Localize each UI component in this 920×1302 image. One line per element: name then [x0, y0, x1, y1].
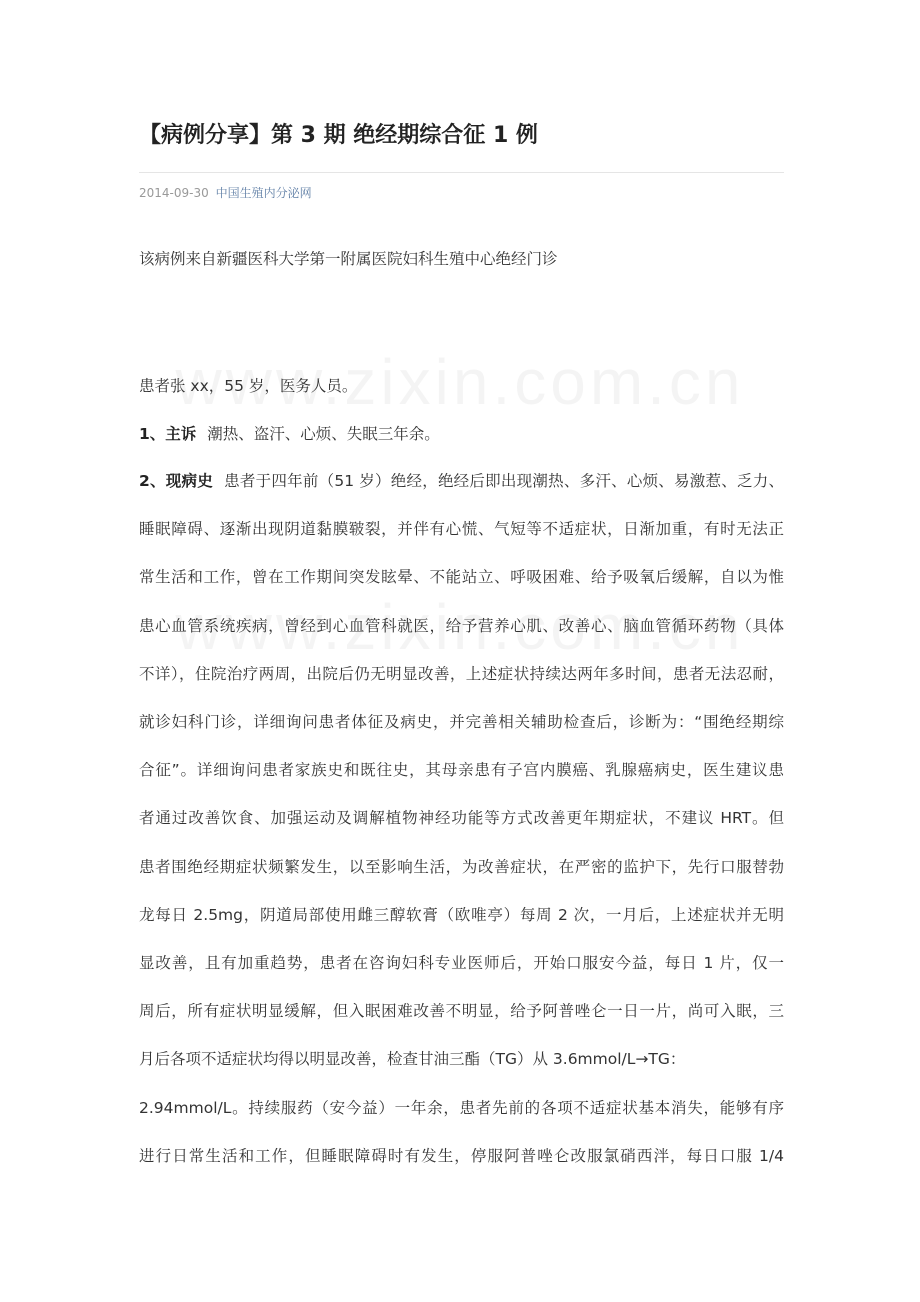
history-line: 进行日常生活和工作，但睡眠障碍时有发生，停服阿普唑仑改服氯硝西泮，每日口服 1/4 [139, 1146, 784, 1165]
history-line: 2.94mmol/L。持续服药（安今益）一年余，患者先前的各项不适症状基本消失，能够有序 [139, 1098, 784, 1117]
history-line: 就诊妇科门诊，详细询问患者体征及病史，并完善相关辅助检查后，诊断为：“围绝经期综 [139, 713, 784, 732]
history-line: 患心血管系统疾病，曾经到心血管科就医，给予营养心肌、改善心、脑血管循环药物（具体 [139, 616, 784, 635]
intro-paragraph: 该病例来自新疆医科大学第一附属医院妇科生殖中心绝经门诊 [139, 250, 558, 268]
title-divider [139, 172, 784, 173]
history-line: 月后各项不适症状均得以明显改善，检查甘油三酯（TG）从 3.6mmol/L→TG： [139, 1050, 686, 1069]
history-line: 患者围绝经期症状频繁发生，以至影响生活，为改善症状，在严密的监护下，先行口服替勃 [139, 857, 784, 876]
history-line: 常生活和工作，曾在工作期间突发眩晕、不能站立、呼吸困难、给予吸氧后缓解，自以为惟 [139, 568, 784, 587]
history-line: 显改善，且有加重趋势，患者在咨询妇科专业医师后，开始口服安今益，每日 1 片，仅一 [139, 954, 784, 973]
article-meta [139, 184, 312, 202]
history-paragraph [139, 457, 784, 1180]
complaint-paragraph [139, 421, 784, 447]
complaint-text: 潮热、盗汗、心烦、失眠三年余。 [207, 425, 440, 443]
history-line: 睡眠障碍、逐渐出现阴道黏膜皲裂，并伴有心慌、气短等不适症状，日渐加重，有时无法正 [139, 520, 784, 539]
history-line [139, 457, 784, 505]
history-line: 不详），住院治疗两周，出院后仍无明显改善，上述症状持续达两年多时间，患者无法忍耐， [139, 664, 784, 683]
history-line: 者通过改善饮食、加强运动及调解植物神经功能等方式改善更年期症状，不建议 HRT。但 [139, 809, 784, 828]
history-line-text: 患者于四年前（51 岁）绝经，绝经后即出现潮热、多汗、心烦、易激惹、乏力、 [224, 472, 784, 490]
patient-paragraph: 患者张 xx，55 岁，医务人员。 [139, 377, 358, 395]
history-line: 合征”。详细询问患者家族史和既往史，其母亲患有子宫内膜癌、乳腺癌病史，医生建议患 [139, 761, 784, 780]
history-line: 周后，所有症状明显缓解，但入眠困难改善不明显，给予阿普唑仑一日一片，尚可入眠，三 [139, 1002, 784, 1021]
history-label: 2、现病史 [139, 472, 213, 490]
publish-date: 2014-09-30 [139, 186, 209, 200]
source-link[interactable]: 中国生殖内分泌网 [215, 186, 312, 200]
complaint-label: 1、主诉 [139, 425, 197, 443]
article-title: 【病例分享】第 3 期 绝经期综合征 1 例 [139, 123, 538, 148]
history-line: 龙每日 2.5mg，阴道局部使用雌三醇软膏（欧唯亭）每周 2 次，一月后，上述症状并无明 [139, 905, 784, 924]
